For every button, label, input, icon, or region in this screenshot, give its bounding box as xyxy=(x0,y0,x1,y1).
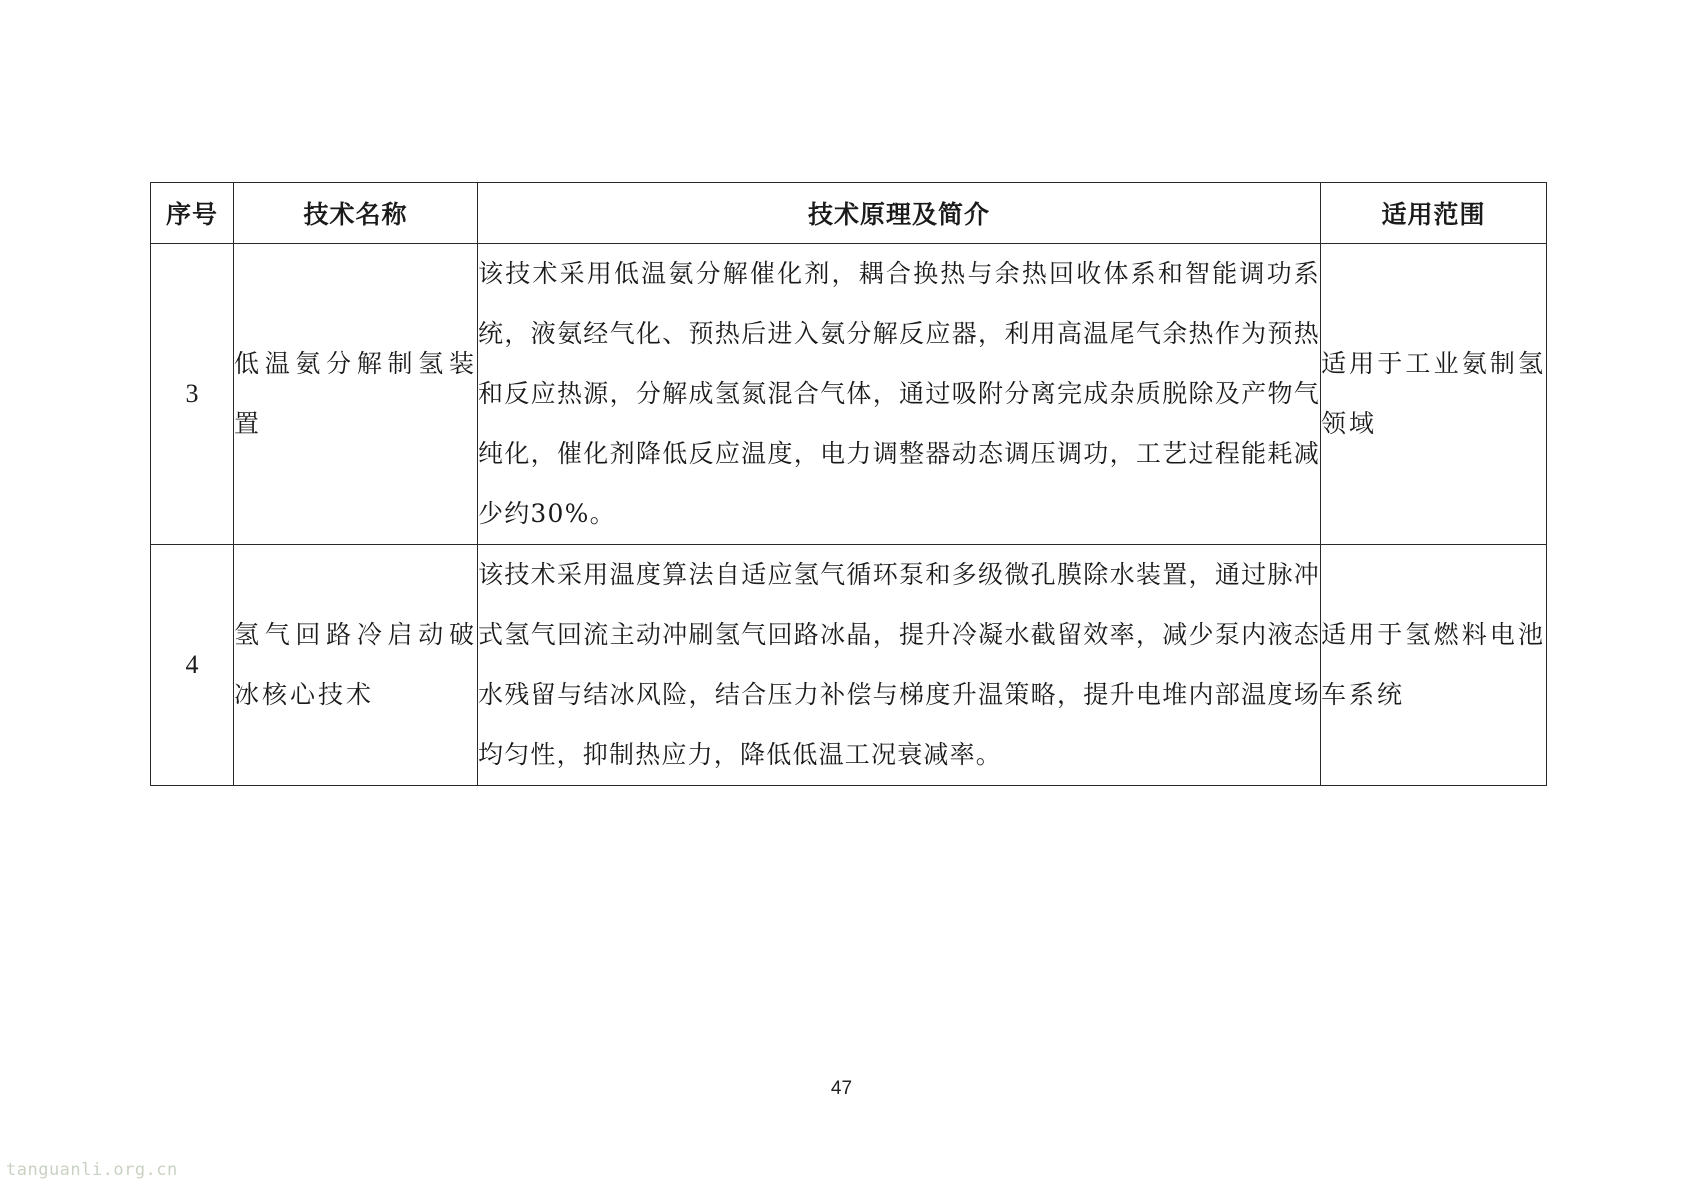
row-technology-description: 该技术采用温度算法自适应氢气循环泵和多级微孔膜除水装置，通过脉冲式氢气回流主动冲刷氢气回路冰晶，提升冷凝水截留效率，减少泵内液态水残留与结冰风险，结合压力补偿与梯度升温策略，提升电堆内部温度场均匀性，抑制热应力，降低低温工况衰减率。 xyxy=(478,545,1321,786)
table-row xyxy=(151,244,1547,545)
row-technology-name: 氢气回路冷启动破冰核心技术 xyxy=(234,545,478,786)
row-serial-number: 3 xyxy=(151,244,234,545)
technology-table xyxy=(150,182,1547,786)
header-technology-description: 技术原理及简介 xyxy=(478,183,1321,244)
row-technology-name: 低温氨分解制氢装置 xyxy=(234,244,478,545)
header-technology-name: 技术名称 xyxy=(234,183,478,244)
table-row xyxy=(151,545,1547,786)
page-number: 47 xyxy=(830,1078,853,1099)
table-body xyxy=(151,244,1547,786)
row-application-scope: 适用于氢燃料电池车系统 xyxy=(1321,545,1547,786)
header-row xyxy=(151,183,1547,244)
table-header xyxy=(151,183,1547,244)
row-application-scope: 适用于工业氨制氢领域 xyxy=(1321,244,1547,545)
watermark: tanguanli.org.cn xyxy=(6,1160,178,1180)
header-application-scope: 适用范围 xyxy=(1321,183,1547,244)
row-serial-number: 4 xyxy=(151,545,234,786)
row-technology-description: 该技术采用低温氨分解催化剂，耦合换热与余热回收体系和智能调功系统，液氨经气化、预热后进入氨分解反应器，利用高温尾气余热作为预热和反应热源，分解成氢氮混合气体，通过吸附分离完成杂质脱除及产物气纯化，催化剂降低反应温度，电力调整器动态调压调功，工艺过程能耗减少约30%。 xyxy=(478,244,1321,545)
header-serial-number: 序号 xyxy=(151,183,234,244)
